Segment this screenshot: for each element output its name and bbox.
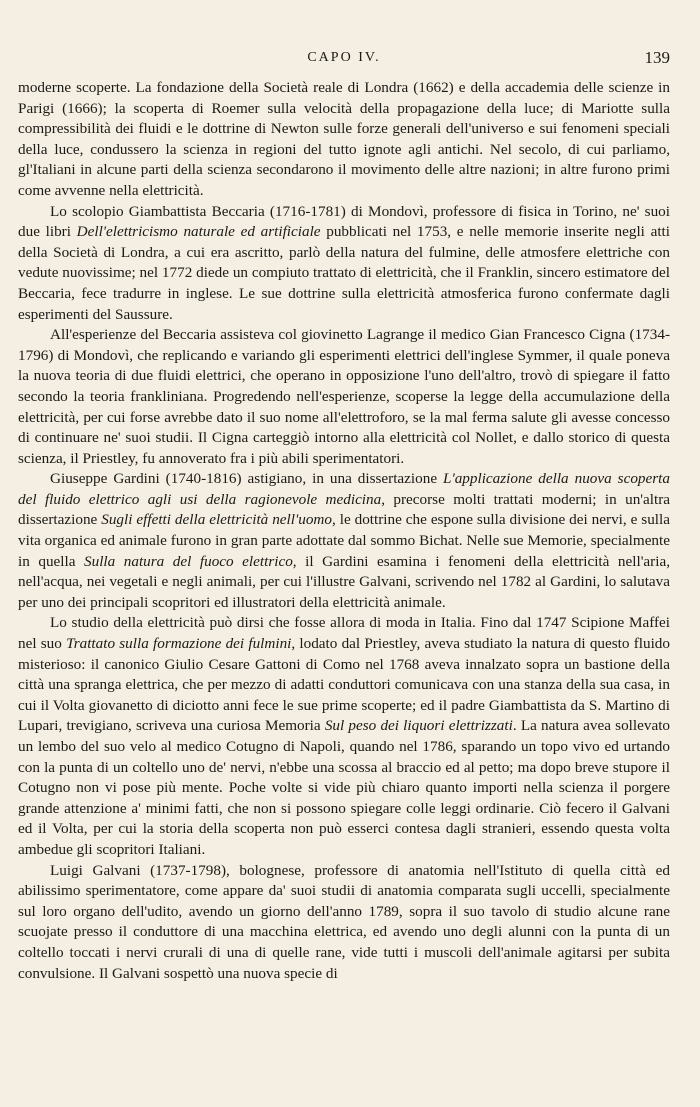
text-run: , lodato dal Priestley, aveva studiato la natura di questo fluido misterioso: il canonico Giulio Cesare Gattoni di Como nel 1768 aveva innalzato sopra un bastione della città una spranga elettrica, che per mezzo di adatti conduttori comunicava con una stanza della sua casa, in cui il Volta giovanetto di diciotto anni fece le sue prime scoperte; ed il padre Giambattista da S. Martino di Lupari, trevigiano, scriveva una curiosa Memoria (18, 635, 670, 735)
text-run: . La natura avea sollevato un lembo del suo velo al medico Cotugno di Napoli, quando nel 1786, sparando un topo vivo ed urtando con la punta di un coltello uno de' nervi, n'ebbe una scossa al braccio ed al petto; ma dopo breve stupore il Cotugno non vi pose più mente. Poche volte si vide più chiaro quanto importi nella scienza il porgere grande attenzione a' minimi fatti, che non si possono spiegare colle leggi ordinarie. Ciò fecero il Galvani ed il Volta, per cui la storia della scoperta non può esserci contesa dagli stranieri, essendo questa volta ambedue gli scopritori Italiani. (18, 717, 671, 858)
text-run: , il Gardini esamina i fenomeni della elettricità nell'aria, nell'acqua, nei vegetali e negli animali, per cui l'illustre Galvani, scrivendo nel 1782 al Gardini, lo salutava per uno dei principali scopritori ed illustratori della elettricità animale. (18, 552, 670, 611)
body-text (18, 78, 670, 984)
text-run: Lo scolopio Giambattista Beccaria (1716-1781) di Mondovì, professore di fisica in Torino, ne' suoi due libri (18, 202, 670, 241)
page-header (18, 50, 670, 72)
italic-title: Sugli effetti della elettricità nell'uomo (101, 511, 332, 529)
text-run: Lo studio della elettricità può dirsi che fosse allora di moda in Italia. Fino dal 1747 Scipione Maffei nel suo (18, 614, 670, 653)
paragraph (18, 861, 670, 985)
paragraph (18, 613, 670, 860)
text-run: Luigi Galvani (1737-1798), bolognese, professore di anatomia nell'Istituto di quella città ed abilissimo sperimentatore, come appare da' suoi studii di anatomia comparata sugli uccelli, specialmente sul loro organo dell'udito, avendo un giorno dell'anno 1789, sopra il suo tavolo di studio alcune rane scuojate presso il conduttore di una macchina elettrica, ed avendo uno degli alunni con la punta di un coltello toccati i nervi crurali di una di quelle rane, vide tutti i muscoli dell'animale agitarsi per subita convulsione. Il Galvani sospettò una nuova specie di (18, 861, 670, 982)
text-run: moderne scoperte. La fondazione della Società reale di Londra (1662) e della accademia delle scienze in Parigi (1666); la scoperta di Roemer sulla velocità della propagazione della luce; di Mariotte sulla compressibilità dei fluidi e le dottrine di Newton sulle forze generali dell'universo e sui fenomeni speciali della luce, condussero la scienza in regioni del tutto ignote agli antichi. Nel secolo, di cui parliamo, gl'Italiani in alcune parti della scienza secondarono il movimento delle altre nazioni; in altre furono primi come avvenne nella elettricità. (18, 79, 670, 199)
text-run: pubblicati nel 1753, e nelle memorie inserite negli atti della Società di Londra, a cui era ascritto, parlò della natura del fulmine, delle atmosfere elettriche con vedute nuovissime; nel 1772 diede un compiuto trattato di elettricità, che il Franklin, sincero estimatore del Beccaria, fece tradurre in inglese. Le sue dottrine sulla elettricità atmosferica furono confermate dagli esperimenti del Saussure. (18, 223, 671, 323)
paragraph (18, 469, 670, 613)
text-run: Giuseppe Gardini (1740-1816) astigiano, in una dissertazione (50, 470, 444, 488)
italic-title: Sul peso dei liquori elettrizzati (324, 717, 513, 735)
italic-title: L'applicazione della nuova scoperta del fluido elettrico agli usi della ragionevole medicina (18, 470, 670, 508)
italic-title: Trattato sulla formazione dei fulmini (66, 635, 292, 653)
paragraph (18, 325, 670, 469)
running-head: CAPO IV. (307, 50, 381, 65)
page-number: 139 (644, 48, 670, 67)
paragraph (18, 78, 670, 202)
italic-title: Dell'elettricismo naturale ed artificiale (76, 223, 321, 241)
italic-title: Sulla natura del fuoco elettrico (84, 552, 293, 570)
text-run: , le dottrine che espone sulla divisione dei nervi, e sulla vita organica ed animale furono in gran parte adottate dal sommo Bichat. Nelle sue Memorie, specialmente in quella (18, 511, 670, 570)
text-run: , precorse molti trattati moderni; in un'altra dissertazione (18, 490, 671, 529)
paragraph (18, 202, 670, 326)
text-run: All'esperienze del Beccaria assisteva col giovinetto Lagrange il medico Gian Francesco Cigna (1734-1796) di Mondovì, che replicando e variando gli esperimenti elettrici dell'inglese Symmer, il quale poneva la nuova teoria di due fluidi elettrici, che operano in opposizione l'uno dell'altro, trovò di spiegare il fatto secondo la teoria frankliniana. Progredendo nell'esperienze, scoperse la legge della accumulazione della elettricità, per cui forse avrebbe dato il suo nome all'elettroforo, se la mal ferma salute gli avesse concesso di continuare ne' suoi studii. Il Cigna carteggiò intorno alla elettricità col Nollet, e dallo storico di questa scienza, il Priestley, fu annoverato fra i più abili sperimentatori. (18, 326, 670, 467)
